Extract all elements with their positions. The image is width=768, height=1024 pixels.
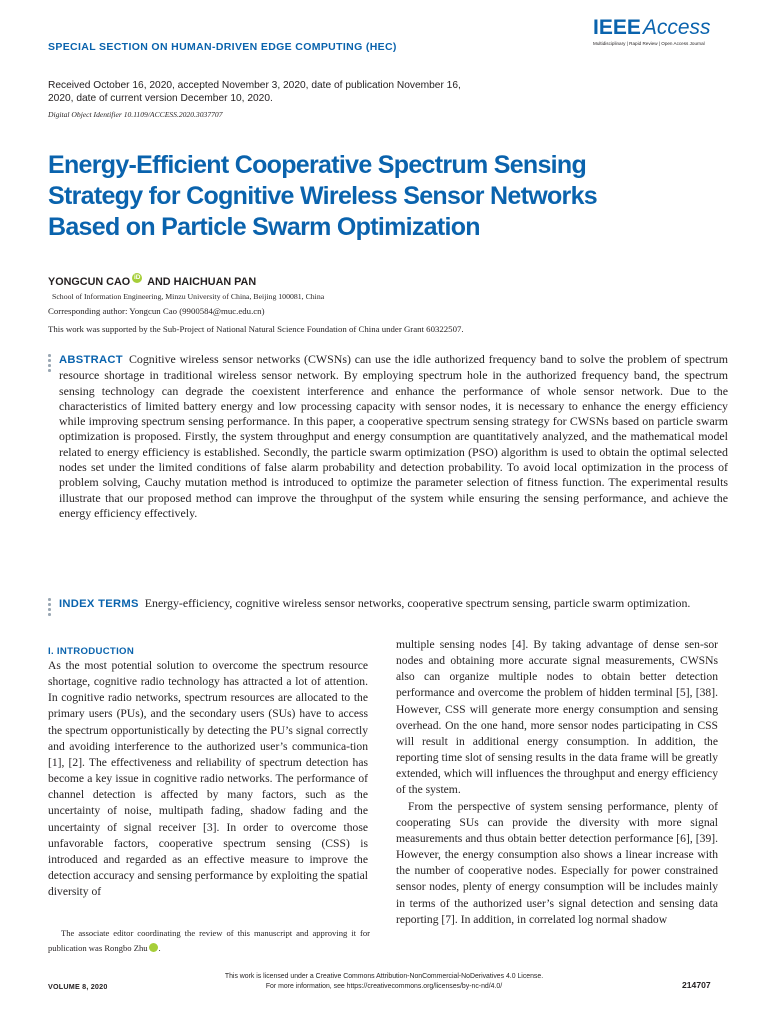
- index-terms-label: INDEX TERMS: [59, 598, 139, 610]
- footnote-text: The associate editor coordinating the review of this manuscript and approving it for publication was Rongbo Zhu: [48, 928, 370, 953]
- logo-access-text: Access: [642, 16, 711, 39]
- intro-paragraph: From the perspective of system sensing performance, plenty of cooperating SUs can provide the diversity with more signal measurements and thus obtain better detection performance [6], [39]. However, the energy consumption also shows a linear increase with the number of cooperative nodes. Especially for power constrained sensor nodes, plenty of energy consumption will be includes mainly in terms of the authorized user’s signal detection and sensing data reporting [7]. In addition, in correlated log normal shadow: [396, 799, 718, 926]
- intro-paragraph: multiple sensing nodes [4]. By taking advantage of dense sen-sor nodes and obtaining more accurate signal measurements, CWSNs also can organize multiple nodes to obtain better detection performance and overcome the problem of hidden terminal [5], [38]. However, CSS will generate more energy consumption and sensing overhead. On the one hand, more sensor nodes participating in CSS will result in additional energy consumption. In addition, the reporting time slot of sensing results in the data frame will be greatly extended, which will influences the throughput and energy efficiency of the system.: [396, 638, 718, 797]
- received-dates: Received October 16, 2020, accepted November 3, 2020, date of publication November 16, 2020, date of current version December 10, 2020.: [48, 80, 461, 104]
- paper-title: Energy-Efficient Cooperative Spectrum Sensing Strategy for Cognitive Wireless Sensor Networks Based on Particle Swarm Optimization: [48, 151, 597, 241]
- page-number: 214707: [682, 980, 711, 990]
- logo-tagline: Multidisciplinary | Rapid Review | Open Access Journal: [593, 41, 705, 46]
- volume-number: VOLUME 8, 2020: [48, 982, 108, 991]
- logo-ieee-text: IEEE: [593, 16, 641, 39]
- doi: Digital Object Identifier 10.1109/ACCESS.2020.3037707: [48, 110, 223, 119]
- license-notice: [140, 972, 628, 991]
- funding-note: This work was supported by the Sub-Project of National Natural Science Foundation of China under Grant 60322507.: [48, 324, 464, 334]
- orcid-icon[interactable]: iD: [133, 274, 141, 281]
- author-name-second: AND HAICHUAN PAN: [147, 276, 257, 288]
- author-name: YONGCUN CAO: [48, 276, 131, 288]
- abstract: [59, 352, 728, 521]
- corresponding-author: Corresponding author: Yongcun Cao (9900584@muc.edu.cn): [48, 306, 265, 316]
- abstract-label: ABSTRACT: [59, 354, 123, 366]
- index-terms-marker-icon: [48, 598, 51, 616]
- index-terms: [59, 596, 728, 612]
- body-column-right: [396, 637, 718, 928]
- license-link[interactable]: For more information, see https://creativecommons.org/licenses/by-nc-nd/4.0/: [265, 982, 503, 990]
- index-terms-text: Energy-efficiency, cognitive wireless sensor networks, cooperative spectrum sensing, particle swarm optimization.: [144, 596, 691, 610]
- abstract-text: Cognitive wireless sensor networks (CWSNs) can use the idle authorized frequency band to solve the problem of spectrum resource shortage in traditional wireless sensor network. By employing spectrum hole in the authorized frequency band, the spectrum sensing technology can degrade the coexistent interference and enhance the performance of whole sensor network. Due to the characteristics of limited battery energy and low processing capacity with sensor nodes, it is necessary to enhance the energy efficiency while improving spectrum sensing performance. In this paper, a cooperative spectrum sensing strategy for CWSNs based on particle swarm optimization is proposed. Firstly, the system throughput and energy consumption are quantitatively analyzed, and the mathematical model related to energy efficiency is established. Secondly, the particle swarm optimization (PSO) algorithm is used to obtain the optimal selected nodes set under the limited conditions of false alarm probability and detection probability. To avoid local optimization in the process of problem solving, Cauchy mutation method is introduced to optimize the parameter selection of fitness function. The experimental results illustrate that our proposed method can improve the throughput of the system while ensuring the sensing performance, and achieve the energy efficiency effectively.: [59, 352, 728, 520]
- author-list: [48, 276, 256, 288]
- intro-paragraph: As the most potential solution to overcome the spectrum resource shortage, cognitive radio technology has attracted a lot of attention. In cognitive radio networks, spectrum resources are allocated to the primary users (PUs), and the secondary users (SUs) have to access the spectrum opportunistically by detecting the PU’s signal correctly and avoiding interference to the authorized user’s communica-tion [1], [2]. The effectiveness and reliability of spectrum detection has become a key issue in cognitive radio networks. The performance of channel detection is affected by many factors, such as the uncertainty of noise, multipath fading, shadow fading and the uncertainty of signal receiver [3]. In order to overcome those unfavorable factors, cooperative spectrum sensing (CSS) is introduced and regarded as an effective measure to improve the detection accuracy and sensing performance by exploiting the spatial diversity of: [48, 659, 368, 899]
- orcid-icon[interactable]: iD: [149, 943, 158, 952]
- special-section-header: SPECIAL SECTION ON HUMAN-DRIVEN EDGE COMPUTING (HEC): [48, 41, 397, 53]
- license-line: This work is licensed under a Creative Commons Attribution-NonCommercial-NoDerivatives 4.0 License.: [224, 973, 544, 980]
- abstract-marker-icon: [48, 354, 51, 372]
- editor-footnote: [48, 926, 370, 955]
- section-heading-introduction: I. INTRODUCTION: [48, 646, 135, 657]
- ieee-access-logo: [593, 16, 723, 46]
- footnote-end: .: [158, 942, 161, 953]
- affiliation: School of Information Engineering, Minzu University of China, Beijing 100081, China: [52, 292, 325, 301]
- body-column-left: [48, 658, 368, 900]
